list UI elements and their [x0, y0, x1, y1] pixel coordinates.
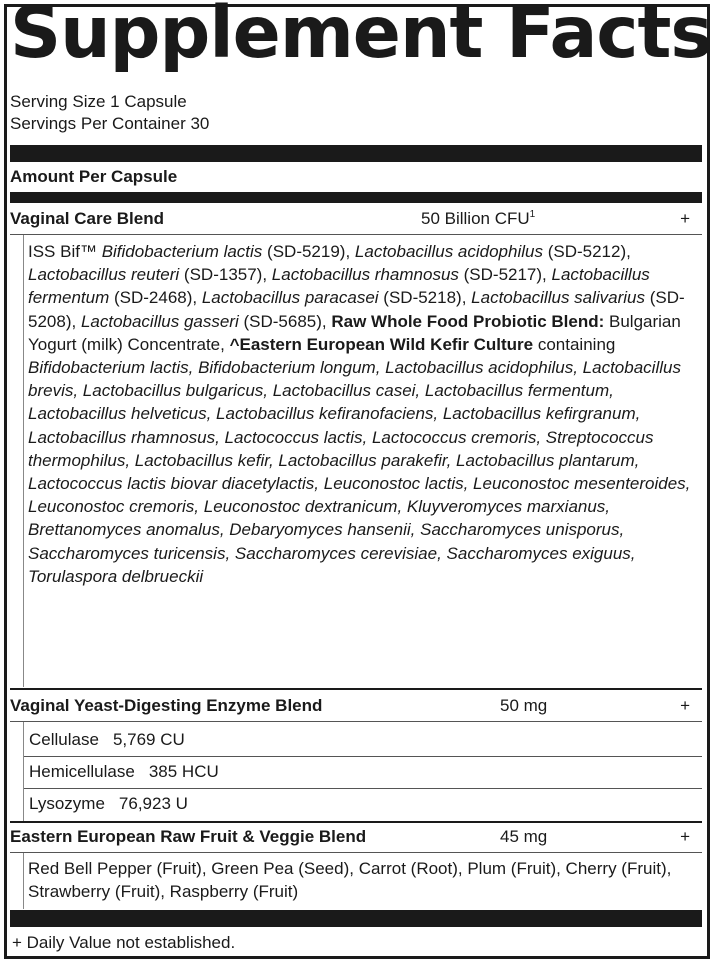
- indent-line: [23, 235, 24, 687]
- enzyme-item-name: Lysozyme: [29, 794, 105, 813]
- row-divider: [10, 821, 702, 823]
- enzyme-blend-row: [10, 695, 702, 717]
- enzyme-item-row: [29, 761, 219, 783]
- ingredient-text: Lactobacillus fermentum: [28, 265, 650, 308]
- vaginal-care-blend-dv: +: [680, 209, 690, 228]
- enzyme-item-value: 76,923 U: [118, 794, 188, 813]
- ingredient-text: ISS Bif™: [28, 242, 102, 261]
- fruit-veggie-blend-row: [10, 826, 702, 848]
- ingredient-text: Raw Whole Food Probiotic Blend:: [331, 311, 605, 331]
- row-divider: [10, 688, 702, 690]
- fruit-veggie-blend-amount: 45 mg: [500, 827, 548, 846]
- indent-line: [23, 722, 24, 822]
- row-divider: [10, 721, 702, 722]
- thick-divider-amount: [10, 192, 702, 203]
- fruit-veggie-blend-ingredients: Red Bell Pepper (Fruit), Green Pea (Seed), Carrot (Root), Plum (Fruit), Cherry (Fruit), Strawberry (Fruit), Raspberry (Fruit): [28, 859, 672, 902]
- ingredient-text: (SD-5212),: [542, 242, 631, 261]
- ingredient-text: (SD-1357),: [179, 265, 272, 285]
- enzyme-item-row: [29, 793, 188, 815]
- ingredient-text: (SD-5217),: [458, 265, 552, 285]
- row-divider: [24, 756, 702, 757]
- thick-divider-bottom: [10, 910, 702, 927]
- enzyme-item-value: 385 HCU: [148, 762, 219, 781]
- ingredient-text: Lactobacillus salivarius: [471, 288, 646, 308]
- enzyme-blend-name: Vaginal Yeast-Digesting Enzyme Blend: [10, 696, 323, 715]
- ingredient-text: (SD-5208),: [28, 288, 685, 331]
- servings-per-container: Servings Per Container 30: [10, 114, 210, 133]
- ingredient-text: Bifidobacterium lactis, Bifidobacterium longum, Lactobacillus acidophilus, Lactobacillus brevis, Lactobacillus bulgaricus, Lactobacillus casei, Lactobacillus fermentum, Lactobacillus helveticus, Lactobacillus kefiranofaciens, Lactobacillus kefirgranum, Lactobacillus rhamnosus, Lactococcus lactis, Lactococcus cremoris, Streptococcus thermophilus, Lactobacillus kefir, Lactobacillus parakefir, Lactobacillus plantarum, Lactococcus lactis biovar diacetylactis, Leuconostoc lactis, Leuconostoc mesenteroides, Leuconostoc cremoris, Leuconostoc dextranicum, Kluyveromyces marxianus, Brettanomyces anomalus, Debaryomyces hansenii, Saccharomyces unisporus, Saccharomyces turicensis, Saccharomyces cerevisiae, Saccharomyces exiguus, Torulaspora delbrueckii: [28, 358, 691, 586]
- enzyme-blend-dv: +: [680, 696, 690, 715]
- row-divider: [10, 852, 702, 853]
- vaginal-care-blend-name: Vaginal Care Blend: [10, 209, 164, 228]
- row-divider: [24, 788, 702, 789]
- vaginal-care-blend-amount: 50 Billion CFU$^1$: [421, 209, 536, 228]
- panel-title: Supplement Facts: [10, 0, 712, 74]
- ingredient-text: Lactobacillus reuteri: [28, 265, 180, 285]
- serving-size: Serving Size 1 Capsule: [10, 92, 187, 111]
- daily-value-footnote: + Daily Value not established.: [12, 933, 236, 952]
- ingredient-text: Lactobacillus paracasei: [201, 288, 379, 308]
- enzyme-item-row: [29, 729, 185, 751]
- enzyme-item-value: 5,769 CU: [112, 730, 185, 749]
- ingredient-text: (SD-5218),: [378, 288, 472, 308]
- enzyme-blend-amount: 50 mg: [500, 696, 548, 715]
- row-divider: [10, 234, 702, 235]
- ingredient-text: (SD-2468),: [109, 288, 202, 308]
- ingredient-text: containing: [533, 334, 616, 354]
- ingredient-text: Lactobacillus acidophilus: [354, 242, 543, 261]
- ingredient-text: Lactobacillus rhamnosus: [271, 265, 459, 285]
- indent-line: [23, 853, 24, 909]
- vaginal-care-blend-ingredients: [28, 240, 704, 588]
- ingredient-text: ^Eastern European Wild Kefir Culture: [229, 334, 534, 354]
- thick-divider-top: [10, 145, 702, 162]
- enzyme-item-name: Cellulase: [29, 730, 99, 749]
- enzyme-item-name: Hemicellulase: [29, 762, 135, 781]
- ingredient-text: Bulgarian Yogurt (milk) Concentrate,: [28, 311, 681, 354]
- ingredient-text: Bifidobacterium lactis: [101, 242, 263, 261]
- amount-per-capsule-header: Amount Per Capsule: [10, 167, 178, 186]
- vaginal-care-blend-row: [10, 208, 702, 230]
- ingredient-text: (SD-5219),: [262, 242, 355, 261]
- footnote-mark: 1: [529, 209, 536, 220]
- ingredient-text: (SD-5685),: [238, 311, 332, 331]
- fruit-veggie-blend-name: Eastern European Raw Fruit & Veggie Blend: [10, 827, 367, 846]
- ingredient-text: Lactobacillus gasseri: [80, 311, 239, 331]
- fruit-veggie-blend-dv: +: [680, 827, 690, 846]
